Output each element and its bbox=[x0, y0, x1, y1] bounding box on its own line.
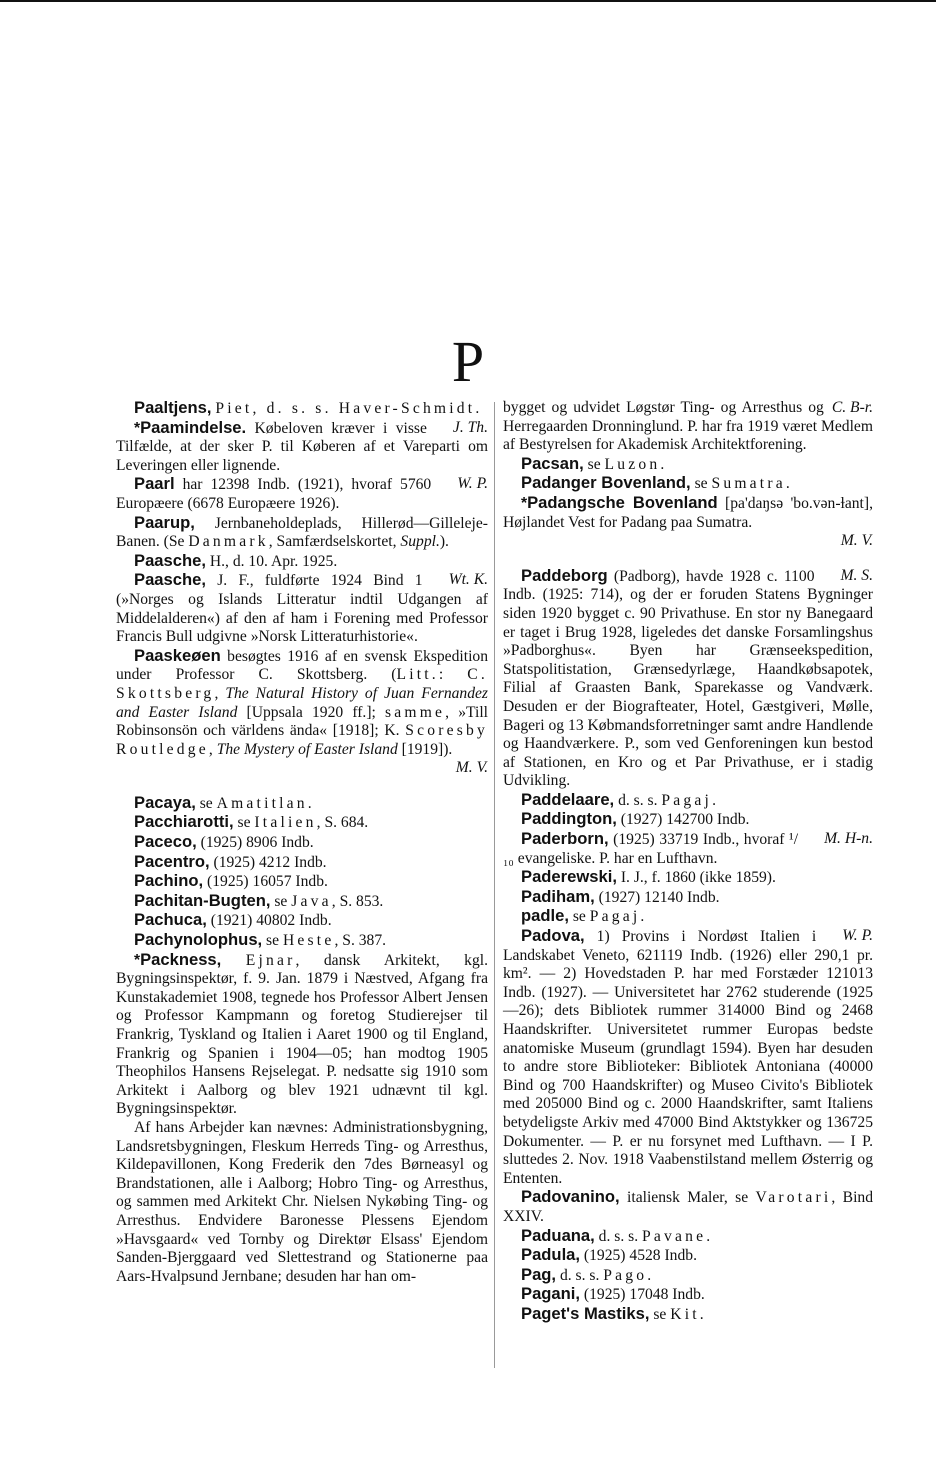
entry-headword: Pacchiarotti, bbox=[134, 812, 234, 832]
entry-headword: Pagani, bbox=[521, 1284, 581, 1304]
dictionary-entry: Pacaya, se Amatitlan. bbox=[134, 792, 312, 812]
new-entry-marker: * bbox=[134, 951, 141, 969]
new-entry-marker: * bbox=[134, 419, 141, 437]
dictionary-entry: Padiham, (1927) 12140 Indb. bbox=[521, 886, 720, 906]
column-divider bbox=[494, 402, 495, 1368]
dictionary-entry: Wt. K. Paasche, J. F., fuldførte 1924 Bind 1 (»Norges og Islands Litteratur indtil Udgangen af Middelalderen«) af den af ham i Forening med Professor Francis Bull udgivne »Norsk Litteraturhistorie«. bbox=[116, 570, 488, 646]
entry-headword: Pag, bbox=[521, 1264, 557, 1284]
spaced-reference: samme bbox=[385, 703, 446, 721]
entry-headword: Pachitan-Bugten, bbox=[134, 890, 271, 910]
dictionary-entry: Paduana, d. s. s. Pavane. bbox=[521, 1225, 711, 1245]
entry-signature: W. P. bbox=[457, 475, 488, 493]
entry-headword: Paaskeøen bbox=[134, 645, 221, 665]
entry-headword: Padangsche Bovenland bbox=[527, 492, 718, 512]
entry-signature: Wt. K. bbox=[448, 571, 488, 589]
entry-headword: Paarl bbox=[134, 474, 175, 494]
dictionary-entry: C. B-r. bygget og udvidet Løgstør Ting- og Arresthus og Herregaarden Dronninglund. P. har fra 1919 været Medlem af Bestyrelsen for Akademisk Architektforening. bbox=[503, 399, 873, 454]
entry-headword: Pachuca, bbox=[134, 910, 207, 930]
entry-headword: Paamindelse. bbox=[140, 417, 247, 437]
italic-title: The Natural History of Juan Fernandez and Easter Island bbox=[116, 684, 488, 721]
dictionary-entry: Pacsan, se Luzon. bbox=[521, 453, 665, 473]
entry-headword: Pacentro, bbox=[134, 851, 210, 871]
spaced-reference: Pavane bbox=[642, 1227, 707, 1245]
entry-headword: padle, bbox=[521, 906, 569, 926]
dictionary-entry: padle, se Pagaj. bbox=[521, 906, 645, 926]
entry-headword: Padanger Bovenland, bbox=[521, 473, 691, 493]
entry-signature: C. B-r. bbox=[831, 399, 873, 416]
spaced-reference: Piet, d. s. s. Haver-Schmidt bbox=[215, 400, 476, 417]
entry-headword: Paasche, bbox=[134, 570, 206, 590]
entry-headword: Pacaya, bbox=[134, 792, 196, 812]
top-rule bbox=[0, 0, 936, 2]
dictionary-entry: Padovanino, italiensk Maler, se Varotari, Bind XXIV. bbox=[503, 1187, 873, 1225]
spaced-reference: Danmark bbox=[188, 533, 269, 551]
spaced-reference: Heste bbox=[282, 932, 335, 950]
dictionary-entry: Pachynolophus, se Heste, S. 387. bbox=[134, 930, 387, 950]
entry-headword: Paddeborg bbox=[521, 565, 608, 585]
dictionary-entry: *Packness, Ejnar, dansk Arkitekt, kgl. Bygningsinspektør, f. 9. Jan. 1879 i Næstved, Afgang fra Kunstakademiet 1908, tegnede hos Professor Albert Jensen og Professor Kampmann og foretog Studierejser til Frankrig, Tyskland og Italien i Aaret 1900 og til England, Frankrig og Spanien i 1904—05; han modtog 1905 Theophilos Hansens Rejselegat. P. nedsatte sig 1910 som Arkitekt i Aalborg og blev 1921 udnævnt til kgl. Bygningsinspektør. bbox=[116, 949, 488, 1118]
entry-headword: Padova, bbox=[521, 926, 585, 946]
entry-headword: Padula, bbox=[521, 1245, 581, 1265]
spaced-reference: Amatitlan bbox=[216, 794, 308, 812]
dictionary-entry: Pag, d. s. s. Pago. bbox=[521, 1264, 652, 1284]
spaced-reference: Varotari bbox=[755, 1189, 832, 1207]
dictionary-entry: Pachitan-Bugten, se Java, S. 853. bbox=[134, 890, 384, 910]
spaced-reference: Ejnar bbox=[245, 951, 296, 969]
dictionary-entry: W. P. Paarl har 12398 Indb. (1921), hvoraf 5760 Europæere (6678 Europæere 1926). bbox=[116, 474, 488, 512]
spaced-reference: Pago bbox=[603, 1266, 648, 1284]
spaced-reference: Italien bbox=[254, 814, 317, 832]
dictionary-entry: Pacentro, (1925) 4212 Indb. bbox=[134, 851, 327, 871]
dictionary-entry: Paaskeøen besøgtes 1916 af en svensk Ekspedition under Professor C. Skottsberg. (Litt.: C. Skottsberg, The Natural History of Juan Fernandez and Easter Island [Uppsala 1920 ff.]; samme, »Till Robinsonsön och världens ända« [1918]; K. Scoresby Routledge, The Mystery of Easter Island [1919]). bbox=[116, 645, 488, 758]
dictionary-entry: Paget's Mastiks, se Kit. bbox=[521, 1303, 704, 1323]
entry-headword: Paget's Mastiks, bbox=[521, 1303, 650, 1323]
entry-headword: Pacsan, bbox=[521, 453, 584, 473]
spaced-reference: Scoresby Routledge bbox=[116, 722, 488, 758]
dictionary-entry: J. Th. *Paamindelse. Købeloven kræver i visse Tilfælde, at der sker P. til Køberen af et Vareparti om Leveringen eller lignende. bbox=[116, 417, 488, 474]
left-column bbox=[116, 399, 488, 1286]
dictionary-entry: Pachuca, (1921) 40802 Indb. bbox=[134, 910, 332, 930]
dictionary-entry: Af hans Arbejder kan nævnes: Administrationsbygning, Landsretsbygningen, Fleskum Herreds Ting- og Arresthus, Kildepavillonen, Kong Frederik den 7des Børneasyl og Brandstationen, alle i Aalborg; Hobro Ting- og Arresthus, og sammen med Arkitekt Chr. Nielsen Nykøbing Ting- og Arresthus. Endvidere Baronesse Plessens Ejendom »Havsgaard« ved Tornby og Direktør Elsass' Ejendom Sanden-Bjerggaard ved Slettestrand og Stationerne paa Aars-Hvalpsund Jernbane; desuden har han om- bbox=[116, 1118, 488, 1285]
spaced-reference: Java bbox=[291, 892, 332, 910]
dictionary-entry: Paarup, Jernbaneholdeplads, Hillerød—Gilleleje-Banen. (Se Danmark, Samfærdselskortet, Suppl.). bbox=[116, 512, 488, 551]
entry-headword: Paddington, bbox=[521, 809, 617, 829]
entry-headword: Padiham, bbox=[521, 886, 595, 906]
dictionary-entry: Paddelaare, d. s. s. Pagaj. bbox=[521, 789, 716, 809]
entry-headword: Paasche, bbox=[134, 550, 206, 570]
entry-headword: Paderewski, bbox=[521, 867, 617, 887]
dictionary-entry: Paceco, (1925) 8906 Indb. bbox=[134, 832, 314, 852]
dictionary-entry: Pagani, (1925) 17048 Indb. bbox=[521, 1284, 705, 1304]
new-entry-marker: * bbox=[521, 494, 528, 512]
dictionary-entry: M. H-n. Paderborn, (1925) 33719 Indb., hvoraf ¹/₁₀ evangeliske. P. har en Lufthavn. bbox=[503, 829, 873, 867]
dictionary-entry: Pachino, (1925) 16057 Indb. bbox=[134, 871, 328, 891]
entry-headword: Packness, bbox=[140, 949, 222, 969]
entry-headword: Padovanino, bbox=[521, 1187, 620, 1207]
entry-headword: Paddelaare, bbox=[521, 789, 615, 809]
italic-title: Suppl. bbox=[400, 533, 440, 551]
entry-signature: M. V. bbox=[455, 759, 488, 777]
spaced-reference: Pagaj bbox=[589, 908, 641, 926]
spaced-reference: C. Skottsberg bbox=[116, 666, 488, 702]
dictionary-entry: Paderewski, I. J., f. 1860 (ikke 1859). bbox=[521, 867, 776, 887]
section-letter: P bbox=[451, 329, 485, 394]
dictionary-entry: W. P. Padova, 1) Provins i Nordøst Italien i Landskabet Veneto, 621119 Indb. (1926) eller 290,1 pr. km². — 2) Hovedstaden P. har med Forstæder 121013 Indb. (1927). — Universitetet har 2762 studerende (1925—26); dets Bibliotek rummer 314000 Bind og 2468 Haandskrifter. Universitetet rummer Europas bedste anatomiske Museum (grundlagt 1594). Byen har desuden to andre store Biblioteker: Bibliotek Antoniana (40000 Bind og 700 Haandskrifter) og Museo Civito's Bibliotek med 205000 Bind og c. 2000 Haandskrifter, samt Italiens betydeligste Arkiv med 47000 Bind Aktstykker og 136725 Dokumenter. — P. er nu forsynet med Lufthavn. — I P. sluttedes 2. Nov. 1918 Vaabenstilstand mellem Østerrig og Ententen. bbox=[503, 926, 873, 1187]
dictionary-entry: Pacchiarotti, se Italien, S. 684. bbox=[134, 812, 369, 832]
dictionary-entry: Paasche, H., d. 10. Apr. 1925. bbox=[134, 550, 338, 570]
entry-headword: Paaltjens, bbox=[134, 398, 212, 417]
dictionary-entry: Paaltjens, Piet, d. s. s. Haver-Schmidt. bbox=[134, 398, 480, 417]
dictionary-entry: Paddington, (1927) 142700 Indb. bbox=[521, 809, 750, 829]
entry-headword: Paduana, bbox=[521, 1225, 595, 1245]
entry-headword: Pachynolophus, bbox=[134, 930, 263, 950]
spaced-reference: Kit bbox=[670, 1305, 700, 1323]
right-column bbox=[503, 399, 873, 1325]
spaced-reference: Pagaj bbox=[661, 791, 713, 809]
entry-signature: J. Th. bbox=[452, 418, 488, 436]
dictionary-entry: M. S. Paddeborg (Padborg), havde 1928 c. 1100 Indb. (1925: 714), og der er foruden Statens Bygninger siden 1920 bygget c. 90 Privathuse. En stor ny Banegaard er taget i Brug 1928, ligeledes det danske Forsamlingshus »Padborghus«. Byen har Grænseekspedition, Statspolitistation, Grænsedyrlæge, Haandkøbsapotek, Filial af Graasten Bank, Sparekasse og Vandværk. Desuden er der Biografteater, Hotel, Gæstgiveri, Mølle, Bageri og 13 Købmandsforretninger samt andre Handlende og Haandværkere. P., som ved Genforeningen kun bestod af Stationen, en Kro og et Par Privathuse, er i stadig Udvikling. bbox=[503, 565, 873, 790]
entry-headword: Paderborn, bbox=[521, 829, 609, 849]
dictionary-entry: Padanger Bovenland, se Sumatra. bbox=[521, 473, 790, 493]
entry-headword: Paarup, bbox=[134, 512, 195, 532]
dictionary-entry: *Padangsche Bovenland [pa'daŋsə 'bo.vən-ɫant], Højlandet Vest for Padang paa Sumatra. bbox=[503, 492, 873, 531]
italic-title: The Mystery of Easter Island bbox=[216, 740, 398, 758]
entry-headword: Pachino, bbox=[134, 871, 204, 891]
entry-headword: Paceco, bbox=[134, 832, 197, 852]
spaced-reference: Luzon bbox=[604, 455, 661, 473]
dictionary-entry: Padula, (1925) 4528 Indb. bbox=[521, 1245, 697, 1265]
entry-signature: M. V. bbox=[840, 532, 873, 550]
entry-signature: M. S. bbox=[840, 566, 873, 584]
spaced-reference: Litt. bbox=[396, 666, 439, 684]
entry-signature: M. H-n. bbox=[824, 830, 873, 848]
entry-signature: W. P. bbox=[842, 927, 873, 945]
spaced-reference: Sumatra bbox=[711, 475, 786, 493]
